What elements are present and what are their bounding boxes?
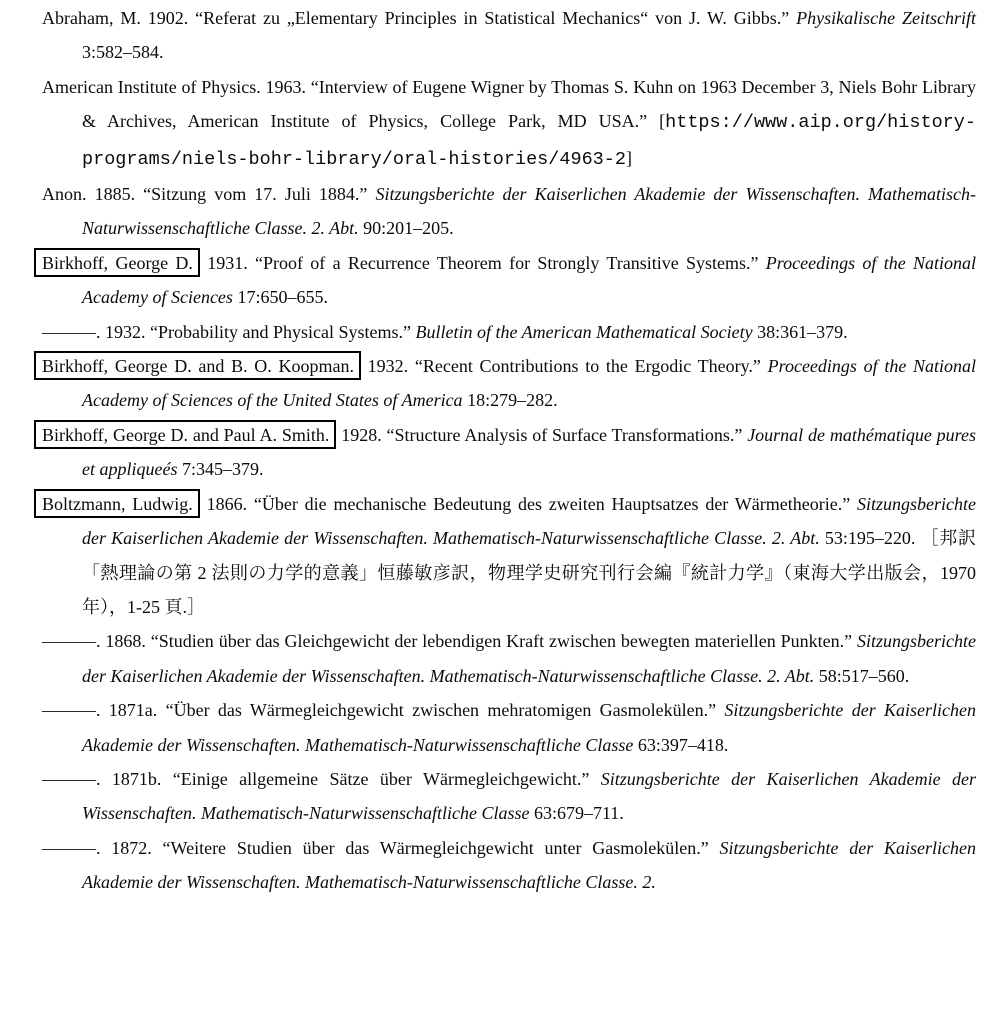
reference-url: https: xyxy=(665,112,732,134)
reference-text: ———. 1872. “Weitere Studien über das Wärmegleichgewicht unter Gasmolekülen.” xyxy=(42,837,720,858)
journal-title: Proceedings of the National Academy of Sciences of the United States of America xyxy=(82,356,977,411)
journal-title: Proceedings of the National Academy of Sciences xyxy=(82,252,977,308)
reference-text: ———. 1871a. “Über das Wärmegleichgewicht zwischen mehratomigen Gasmolekülen.” xyxy=(42,700,725,721)
reference-text: 17:650–655. xyxy=(232,287,328,308)
reference-entry xyxy=(42,315,976,349)
reference-text: 63:679–711. xyxy=(529,803,624,824)
journal-title: Sitzungsberichte der Kaiserlichen Akademie der Wissenschaften. Mathematisch-Naturwissenschaftliche Classe. 2. Abt. xyxy=(82,631,976,686)
journal-title: Sitzungsberichte der Kaiserlichen Akademie der Wissenschaften. Mathematisch-Naturwissenschaftliche Classe. 2. xyxy=(82,837,976,893)
reference-text: Anon. 1885. “Sitzung vom 17. Juli 1884.” xyxy=(42,184,376,205)
bibliography xyxy=(42,1,976,900)
reference-entry xyxy=(42,177,976,246)
boxed-author-name: Boltzmann, Ludwig. xyxy=(34,489,200,518)
reference-entry xyxy=(42,1,976,70)
reference-text: 1932. “Recent Contributions to the Ergodic Theory.” xyxy=(360,356,768,377)
boxed-author-name: Birkhoff, George D. and B. O. Koopman. xyxy=(34,351,361,380)
reference-text: 90:201–205. xyxy=(358,218,454,239)
reference-text: 18:279–282. xyxy=(462,390,558,411)
reference-entry xyxy=(42,70,976,177)
reference-text: ———. 1868. “Studien über das Gleichgewicht der lebendigen Kraft zwischen bewegten materiellen Punkten.” xyxy=(42,631,857,652)
reference-text: 1866. “Über die mechanische Bedeutung des zweiten Hauptsatzes der Wärmetheorie.” xyxy=(199,493,858,514)
reference-text: 58:517–560. xyxy=(814,665,910,686)
reference-entry xyxy=(42,762,976,831)
reference-text: 53:195–220. ［邦訳「熱理論の第 2 法則の力学的意義」恒藤敏彦訳，物理学史研究刊行会編『統計力学』（東海大学出版会，1970 年），1-25 頁.］ xyxy=(82,528,976,617)
reference-text: 38:361–379. xyxy=(752,321,848,342)
journal-title: Journal de mathématique pures et appliqueés xyxy=(82,424,977,480)
boxed-author-name: Birkhoff, George D. and Paul A. Smith. xyxy=(34,420,336,449)
reference-text: 63:397–418. xyxy=(633,734,729,755)
reference-text: 1931. “Proof of a Recurrence Theorem for Strongly Transitive Systems.” xyxy=(199,252,766,273)
journal-title: Sitzungsberichte der Kaiserlichen Akademie der Wissenschaften. Mathematisch-Naturwissenschaftliche Classe. 2. Abt. xyxy=(82,184,976,239)
reference-text: American Institute of Physics. 1963. “Interview of Eugene Wigner by Thomas S. Kuhn on 1963 December 3, Niels Bohr Library & Archives, American Institute of Physics, College Park, MD USA.” [ xyxy=(42,76,976,132)
reference-entry xyxy=(42,624,976,693)
reference-entry xyxy=(42,487,976,625)
journal-title: Sitzungsberichte der Kaiserlichen Akademie der Wissenschaften. Mathematisch-Naturwissenschaftliche Classe. 2. Abt. xyxy=(82,493,977,549)
reference-text: ———. 1932. “Probability and Physical Systems.” xyxy=(42,321,416,342)
journal-title: Sitzungsberichte der Kaiserlichen Akademie der Wissenschaften. Mathematisch-Naturwissenschaftliche Classe xyxy=(82,768,976,824)
reference-entry xyxy=(42,418,976,487)
reference-text: 7:345–379. xyxy=(177,459,264,480)
reference-entry xyxy=(42,831,976,900)
reference-text: 3:582–584. xyxy=(82,42,164,63)
reference-entry xyxy=(42,693,976,762)
reference-url: //www.aip.org/history-programs/niels-bohr-library/oral-histories/4963-2 xyxy=(82,112,976,170)
boxed-author-name: Birkhoff, George D. xyxy=(34,248,200,277)
reference-text: ] xyxy=(626,147,632,168)
reference-text: Abraham, M. 1902. “Referat zu „Elementary Principles in Statistical Mechanics“ von J. W. Gibbs.” xyxy=(42,8,797,28)
reference-entry xyxy=(42,246,976,315)
reference-text: 1928. “Structure Analysis of Surface Transformations.” xyxy=(336,424,748,445)
journal-title: Physikalische Zeitschrift xyxy=(796,8,976,28)
reference-entry xyxy=(42,349,976,418)
journal-title: Bulletin of the American Mathematical Society xyxy=(415,321,753,342)
journal-title: Sitzungsberichte der Kaiserlichen Akademie der Wissenschaften. Mathematisch-Naturwissenschaftliche Classe xyxy=(82,700,976,755)
reference-text: ———. 1871b. “Einige allgemeine Sätze über Wärmegleichgewicht.” xyxy=(42,768,601,789)
